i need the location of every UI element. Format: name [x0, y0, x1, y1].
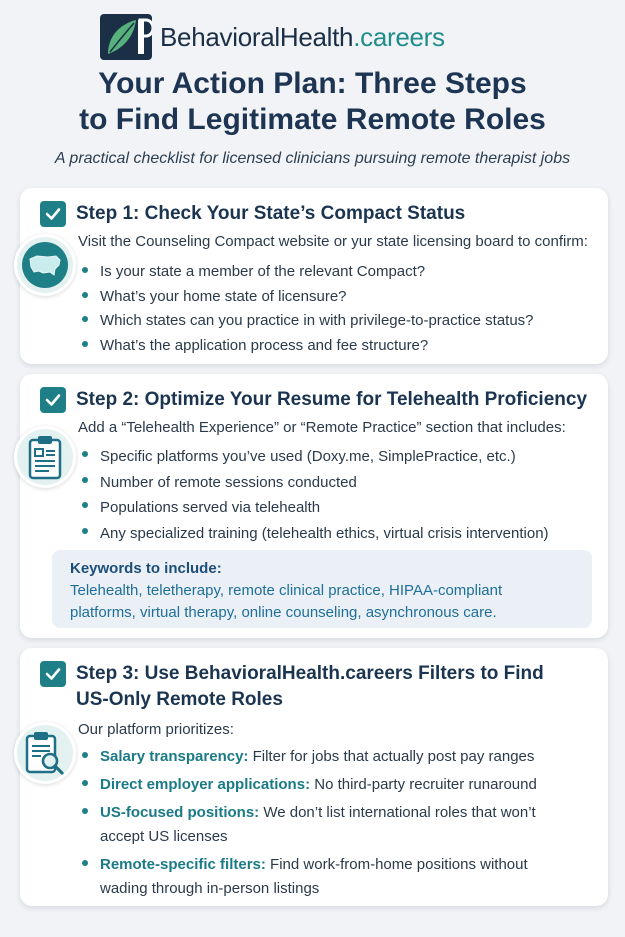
- feature-text: No third-party recruiter runaround: [310, 776, 537, 793]
- brand-name: [160, 22, 445, 53]
- step-1-title: Step 1: Check Your State’s Compact Status: [76, 203, 466, 224]
- list-item: [82, 773, 537, 797]
- checkbox-icon: [40, 201, 66, 227]
- step-3-list: [82, 745, 537, 901]
- feature-label: US-focused positions:: [100, 804, 260, 821]
- list-item: What’s your home state of licensure?: [82, 285, 534, 310]
- page-title: [0, 66, 625, 138]
- page-title-line-2: to Find Legitimate Remote Roles: [79, 103, 546, 136]
- feature-label: Direct employer applications:: [100, 776, 311, 793]
- step-2-header: [40, 387, 587, 413]
- feature-text-continued: accept US licenses: [100, 828, 228, 845]
- keywords-text: [70, 580, 574, 624]
- list-item: Which states can you practice in with privilege-to-practice status?: [82, 309, 534, 334]
- step-3-card: [20, 648, 608, 906]
- step-1-header: [40, 201, 465, 227]
- step-2-card: [20, 374, 608, 638]
- keywords-line-1: Telehealth, teletherapy, remote clinical practice, HIPAA-compliant: [70, 582, 503, 599]
- step-2-title: Step 2: Optimize Your Resume for Telehealth Proficiency: [76, 389, 588, 410]
- feature-text: We don’t list international roles that won’t: [259, 804, 536, 821]
- step-3-title-line-1: Step 3: Use BehavioralHealth.careers Filters to Find: [76, 663, 544, 684]
- keywords-box: [52, 550, 592, 628]
- step-1-list: [82, 260, 534, 358]
- feature-text: Filter for jobs that actually post pay ranges: [248, 748, 535, 765]
- us-map-icon: [14, 234, 76, 296]
- list-item: Is your state a member of the relevant Compact?: [82, 260, 534, 285]
- step-3-header: [40, 661, 544, 713]
- page-title-line-1: Your Action Plan: Three Steps: [98, 67, 527, 100]
- keywords-line-2: platforms, virtual therapy, online counseling, asynchronous care.: [70, 604, 497, 621]
- step-2-intro: Add a “Telehealth Experience” or “Remote Practice” section that includes:: [78, 419, 566, 436]
- page-subtitle: A practical checklist for licensed clinicians pursuing remote therapist jobs: [54, 150, 571, 167]
- step-3-title-line-2: US-Only Remote Roles: [76, 689, 283, 710]
- feature-label: Remote-specific filters:: [100, 856, 266, 873]
- step-3-title: [76, 661, 544, 713]
- feature-label: Salary transparency:: [100, 748, 249, 765]
- step-1-intro: Visit the Counseling Compact website or yur state licensing board to confirm:: [78, 233, 588, 250]
- brand[interactable]: [100, 14, 445, 60]
- feature-text: Find work-from-home positions without: [265, 856, 528, 873]
- brand-name-main: BehavioralHealth: [160, 21, 354, 52]
- list-item: Specific platforms you’ve used (Doxy.me, SimplePractice, etc.): [82, 444, 549, 470]
- list-item: Populations served via telehealth: [82, 495, 549, 521]
- brand-logo-icon: [100, 14, 152, 60]
- list-item: [82, 745, 537, 769]
- step-2-list: [82, 444, 549, 546]
- list-item: Any specialized training (telehealth ethics, virtual crisis intervention): [82, 521, 549, 547]
- checkbox-icon: [40, 387, 66, 413]
- clipboard-search-icon: [14, 722, 76, 784]
- list-item: What’s the application process and fee structure?: [82, 334, 534, 359]
- step-3-intro: Our platform prioritizes:: [78, 721, 234, 738]
- brand-name-accent: .careers: [353, 21, 445, 52]
- keywords-label: Keywords to include:: [70, 560, 222, 577]
- step-1-card: [20, 188, 608, 364]
- clipboard-icon: [14, 426, 76, 488]
- list-item: Number of remote sessions conducted: [82, 470, 549, 496]
- list-item: [82, 853, 537, 901]
- checkbox-icon: [40, 661, 66, 687]
- feature-text-continued: wading through in-person listings: [100, 880, 320, 897]
- list-item: [82, 801, 537, 849]
